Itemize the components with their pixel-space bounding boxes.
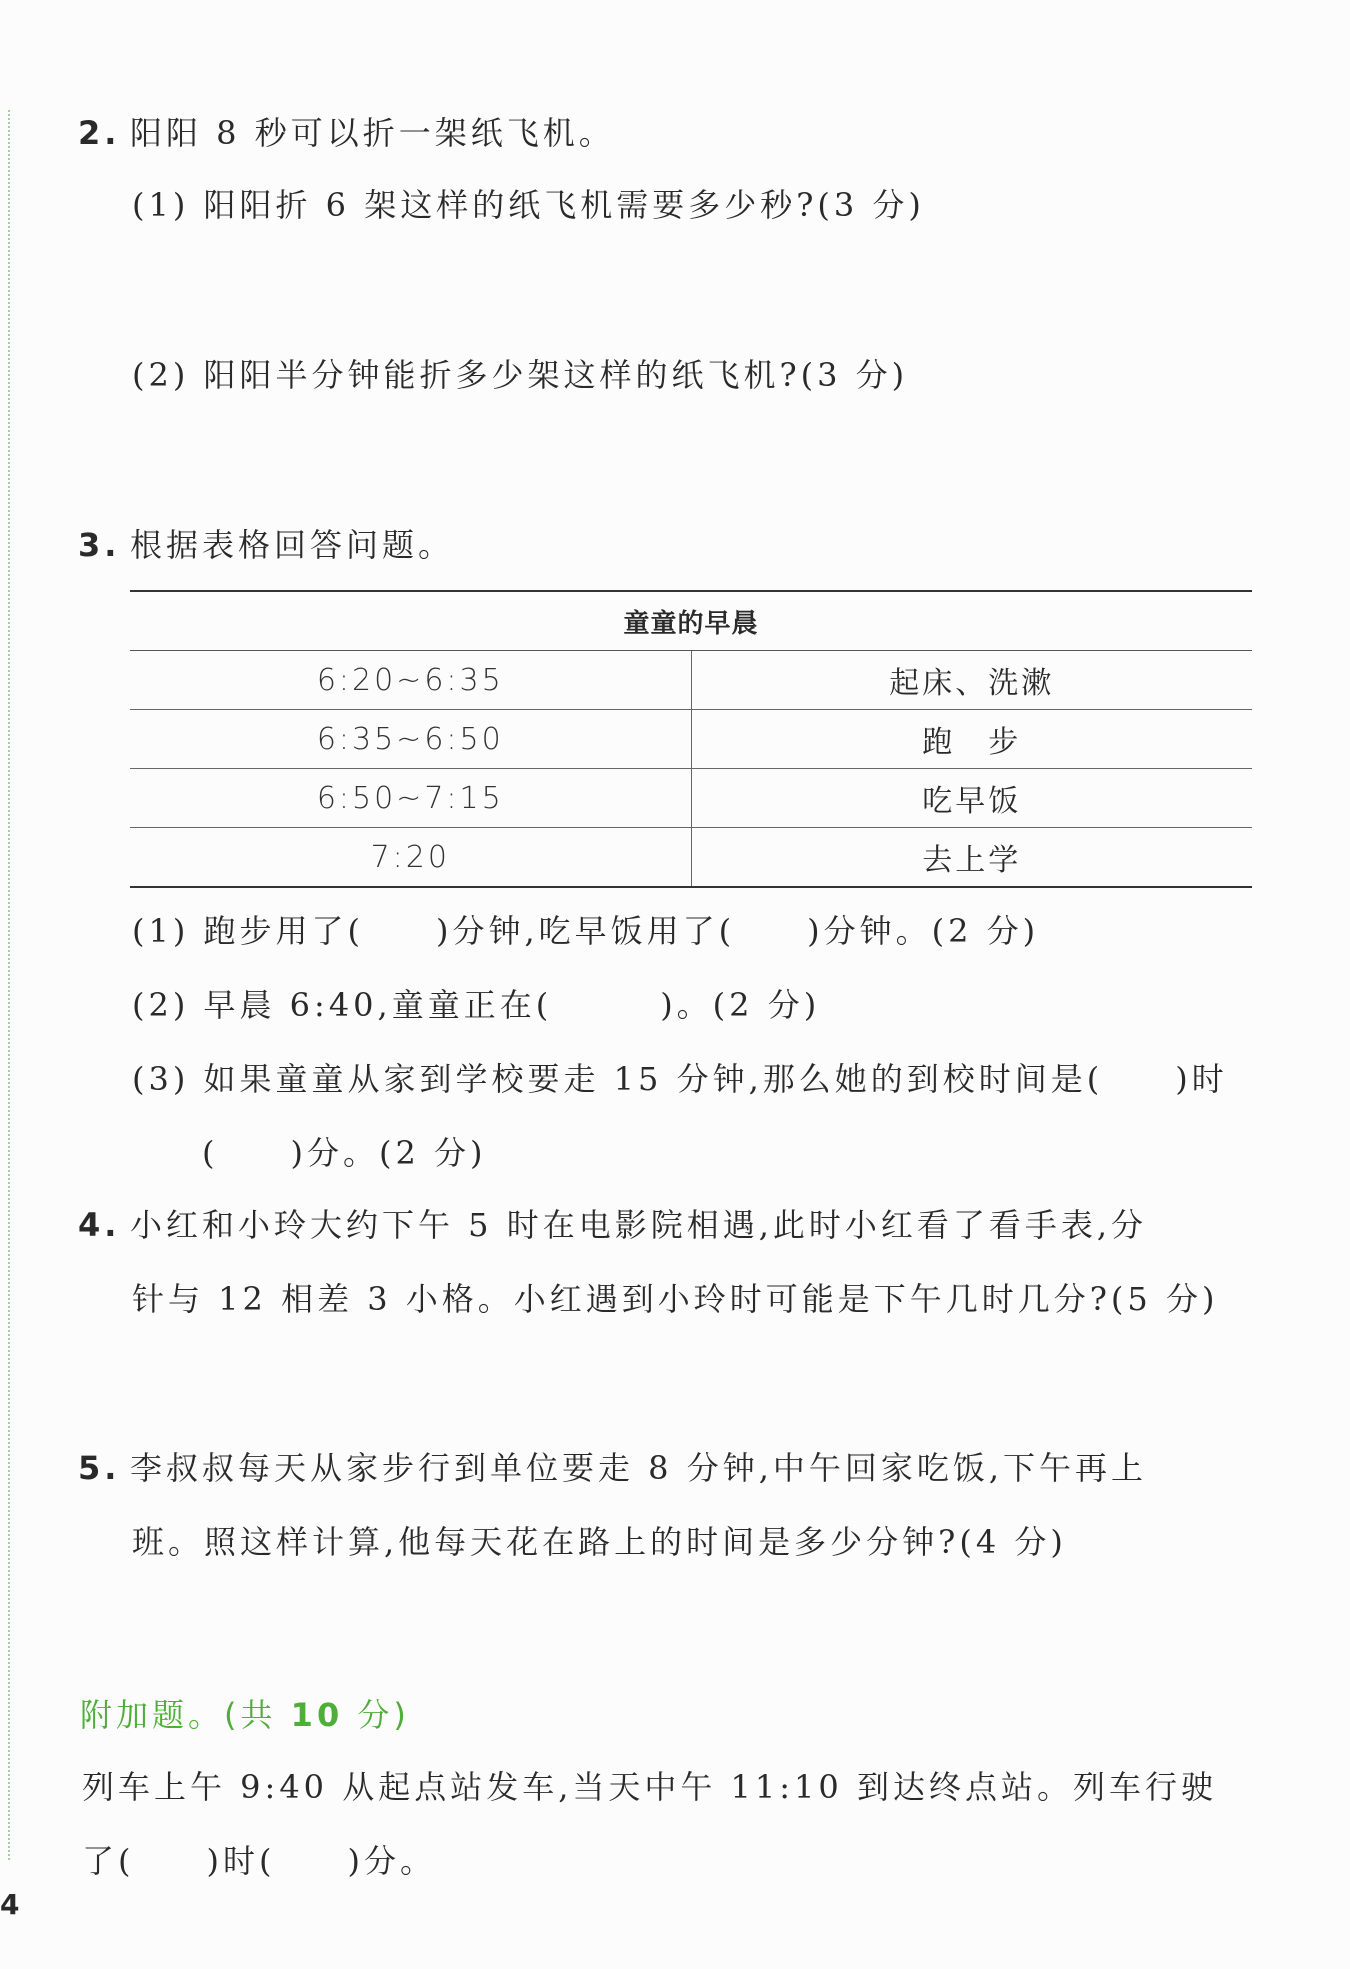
question-3-part-2: (2) 早晨 6:40,童童正在( )。(2 分) xyxy=(132,986,821,1024)
question-3 xyxy=(78,520,454,566)
bonus-question-line-1: 列车上午 9:40 从起点站发车,当天中午 11:10 到达终点站。列车行驶 xyxy=(82,1768,1217,1806)
bonus-title xyxy=(80,1690,410,1736)
question-2-part-1: (1) 阳阳折 6 架这样的纸飞机需要多少秒?(3 分) xyxy=(132,186,925,224)
activity-cell: 去上学 xyxy=(922,843,1022,878)
bonus-points: 10 xyxy=(290,1696,344,1734)
question-3-part-1: (1) 跑步用了( )分钟,吃早饭用了( )分钟。(2 分) xyxy=(132,912,1040,950)
question-text: 阳阳 8 秒可以折一架纸飞机。 xyxy=(130,114,615,152)
time-cell: 6:35~6:50 xyxy=(130,710,691,769)
question-text: 李叔叔每天从家步行到单位要走 8 分钟,中午回家吃饭,下午再上 xyxy=(130,1449,1148,1487)
page-number: 4 xyxy=(0,1888,20,1921)
time-cell: 7:20 xyxy=(130,828,691,888)
activity-cell: 跑 步 xyxy=(691,710,1252,769)
question-4-line-1 xyxy=(78,1200,1147,1246)
table-row xyxy=(130,710,1252,769)
table-title: 童童的早晨 xyxy=(130,591,1252,651)
time-cell: 6:20~6:35 xyxy=(130,651,691,710)
time-cell: 6:50~7:15 xyxy=(130,769,691,828)
question-number: 4. xyxy=(78,1206,121,1244)
question-text: 根据表格回答问题。 xyxy=(130,526,455,564)
question-4-line-2: 针与 12 相差 3 小格。小红遇到小玲时可能是下午几时几分?(5 分) xyxy=(132,1280,1219,1318)
question-number: 2. xyxy=(78,114,121,152)
table-row xyxy=(130,769,1252,828)
table-row xyxy=(130,828,1252,888)
question-2 xyxy=(78,108,615,154)
question-3-part-3-line-2: ( )分。(2 分) xyxy=(202,1134,487,1172)
margin-dotted-line xyxy=(8,110,10,1860)
activity-cell: 起床、洗漱 xyxy=(691,651,1252,710)
question-5-line-1 xyxy=(78,1443,1147,1489)
question-5-line-2: 班。照这样计算,他每天花在路上的时间是多少分钟?(4 分) xyxy=(132,1523,1067,1561)
table-row xyxy=(130,651,1252,710)
schedule-table xyxy=(130,590,1252,888)
question-text: 小红和小玲大约下午 5 时在电影院相遇,此时小红看了看手表,分 xyxy=(130,1206,1148,1244)
question-2-part-2: (2) 阳阳半分钟能折多少架这样的纸飞机?(3 分) xyxy=(132,356,909,394)
bonus-question-line-2: 了( )时( )分。 xyxy=(82,1842,436,1880)
question-3-part-3-line-1: (3) 如果童童从家到学校要走 15 分钟,那么她的到校时间是( )时 xyxy=(132,1060,1228,1098)
question-number: 3. xyxy=(78,526,121,564)
bonus-title-suffix: 分) xyxy=(343,1696,410,1734)
bonus-title-text: 附加题。(共 xyxy=(80,1696,291,1734)
activity-cell: 吃早饭 xyxy=(691,769,1252,828)
question-number: 5. xyxy=(78,1449,121,1487)
